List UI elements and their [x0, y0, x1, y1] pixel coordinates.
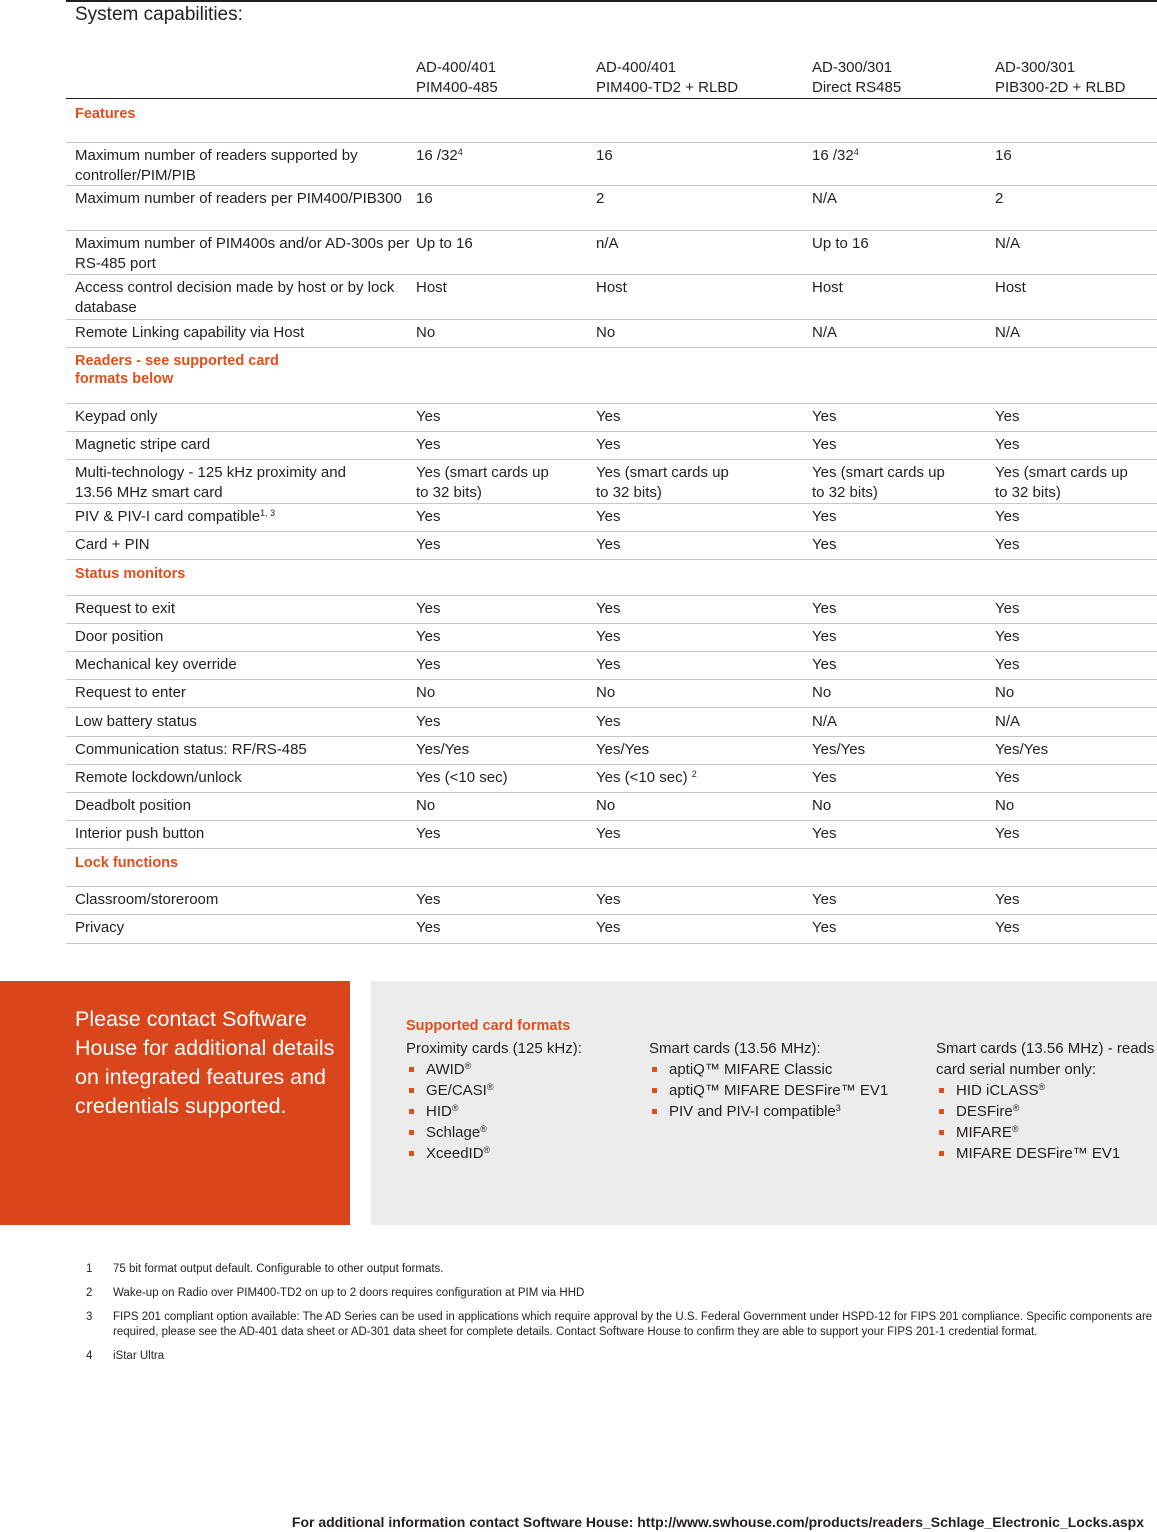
contact-callout: [0, 981, 350, 1225]
list-item: XceedID®: [406, 1143, 626, 1164]
footer-contact: For additional information contact Software House: http://www.swhouse.com/products/readers_Schlage_Electronic_Locks.aspx: [291, 1514, 1144, 1530]
section-header-lock: Lock functions: [66, 849, 1157, 887]
table-row: PIV & PIV-I card compatible$^{1, 3}$ Yes Yes Yes Yes: [66, 504, 1157, 532]
table-row: Privacy Yes Yes Yes Yes: [66, 915, 1157, 944]
list-item: MIFARE DESFire™ EV1: [936, 1143, 1157, 1164]
section-header-readers: Readers - see supported card formats below: [66, 348, 1157, 404]
table-row: Remote lockdown/unlock Yes (<10 sec) Yes (<10 sec) $^2$ Yes Yes: [66, 765, 1157, 793]
top-rule: [66, 0, 1157, 2]
footnote: 4 iStar Ultra: [86, 1350, 165, 1362]
footnote: 3 FIPS 201 compliant option available: The AD Series can be used in applications which require approval by the U.S. Federal Government under HSPD-12 for FIPS 201 compliance. Specific components are required, please see the AD-401 data sheet or AD-301 data sheet for complete details. Contact Software House to confirm they are able to support your FIPS 201-1 credential format.: [86, 1311, 1153, 1338]
column-header: AD-300/301 Direct RS485: [812, 59, 902, 96]
list-item: PIV and PIV-I compatible$^3$: [649, 1101, 919, 1122]
table-row: Request to enter No No No No: [66, 680, 1157, 708]
section-header-status: Status monitors: [66, 560, 1157, 596]
footnote: 1 75 bit format output default. Configurable to other output formats.: [86, 1263, 444, 1275]
list-item: aptiQ™ MIFARE Classic: [649, 1059, 919, 1080]
footnotes: [86, 1262, 1156, 1373]
table-row: Door position Yes Yes Yes Yes: [66, 624, 1157, 652]
table-row: Maximum number of readers per PIM400/PIB300 16 2 N/A 2: [66, 186, 1157, 231]
table-row: Classroom/storeroom Yes Yes Yes Yes: [66, 887, 1157, 915]
column-header: AD-400/401 PIM400-TD2 + RLBD: [596, 59, 739, 96]
column-header: AD-300/301 PIB300-2D + RLBD: [995, 59, 1126, 96]
list-item: GE/CASI®: [406, 1080, 626, 1101]
supported-card-formats: [371, 981, 1157, 1225]
page-title: System capabilities:: [75, 4, 243, 25]
contact-callout-text: Please contact Software House for additional details on integrated features and credentials supported.: [75, 1007, 335, 1118]
table-row: Remote Linking capability via Host No No N/A N/A: [66, 320, 1157, 348]
list-item: HID®: [406, 1101, 626, 1122]
table-row: Multi-technology - 125 kHz proximity and 13.56 MHz smart card Yes (smart cards up to 32 bits) Yes (smart cards up to 32 bits) Yes (smart cards up to 32 bits) Yes (smart cards up to 32 bits): [66, 460, 1157, 504]
list-item: DESFire®: [936, 1101, 1157, 1122]
table-row: Low battery status Yes Yes N/A N/A: [66, 708, 1157, 737]
footnote: 2 Wake-up on Radio over PIM400-TD2 on up to 2 doors requires configuration at PIM via HHD: [86, 1287, 585, 1299]
smart-cards-column: Smart cards (13.56 MHz): aptiQ™ MIFARE Classic aptiQ™ MIFARE DESFire™ EV1 PIV and PIV-I compatible$^3$: [649, 1038, 919, 1122]
list-item: AWID®: [406, 1059, 626, 1080]
table-header-row: [66, 58, 1157, 99]
serial-number-cards-column: Smart cards (13.56 MHz) - reads card serial number only: HID iCLASS® DESFire® MIFARE® MIFARE DESFire™ EV1: [936, 1038, 1157, 1164]
list-item: HID iCLASS®: [936, 1080, 1157, 1101]
list-item: Schlage®: [406, 1122, 626, 1143]
table-row: Magnetic stripe card Yes Yes Yes Yes: [66, 432, 1157, 460]
table-row: Communication status: RF/RS-485 Yes/Yes Yes/Yes Yes/Yes Yes/Yes: [66, 737, 1157, 765]
section-header-features: Features: [66, 99, 1157, 143]
table-row: Access control decision made by host or by lock database Host Host Host Host: [66, 275, 1157, 320]
list-item: MIFARE®: [936, 1122, 1157, 1143]
table-row: Card + PIN Yes Yes Yes Yes: [66, 532, 1157, 560]
table-row: Request to exit Yes Yes Yes Yes: [66, 596, 1157, 624]
table-row: Maximum number of readers supported by controller/PIM/PIB 16 $/32^4$ 16 16 $/32^4$ 16: [66, 143, 1157, 186]
table-row: Keypad only Yes Yes Yes Yes: [66, 404, 1157, 432]
table-row: Maximum number of PIM400s and/or AD-300s per RS-485 port Up to 16 n/A Up to 16 N/A: [66, 231, 1157, 275]
column-header: AD-400/401 PIM400-485: [416, 59, 498, 96]
capabilities-table: [66, 58, 1157, 944]
card-formats-title: Supported card formats: [406, 1018, 571, 1034]
table-row: Mechanical key override Yes Yes Yes Yes: [66, 652, 1157, 680]
table-row: Deadbolt position No No No No: [66, 793, 1157, 821]
proximity-cards-column: Proximity cards (125 kHz): AWID® GE/CASI® HID® Schlage® XceedID®: [406, 1038, 626, 1164]
list-item: aptiQ™ MIFARE DESFire™ EV1: [649, 1080, 919, 1101]
table-row: Interior push button Yes Yes Yes Yes: [66, 821, 1157, 849]
